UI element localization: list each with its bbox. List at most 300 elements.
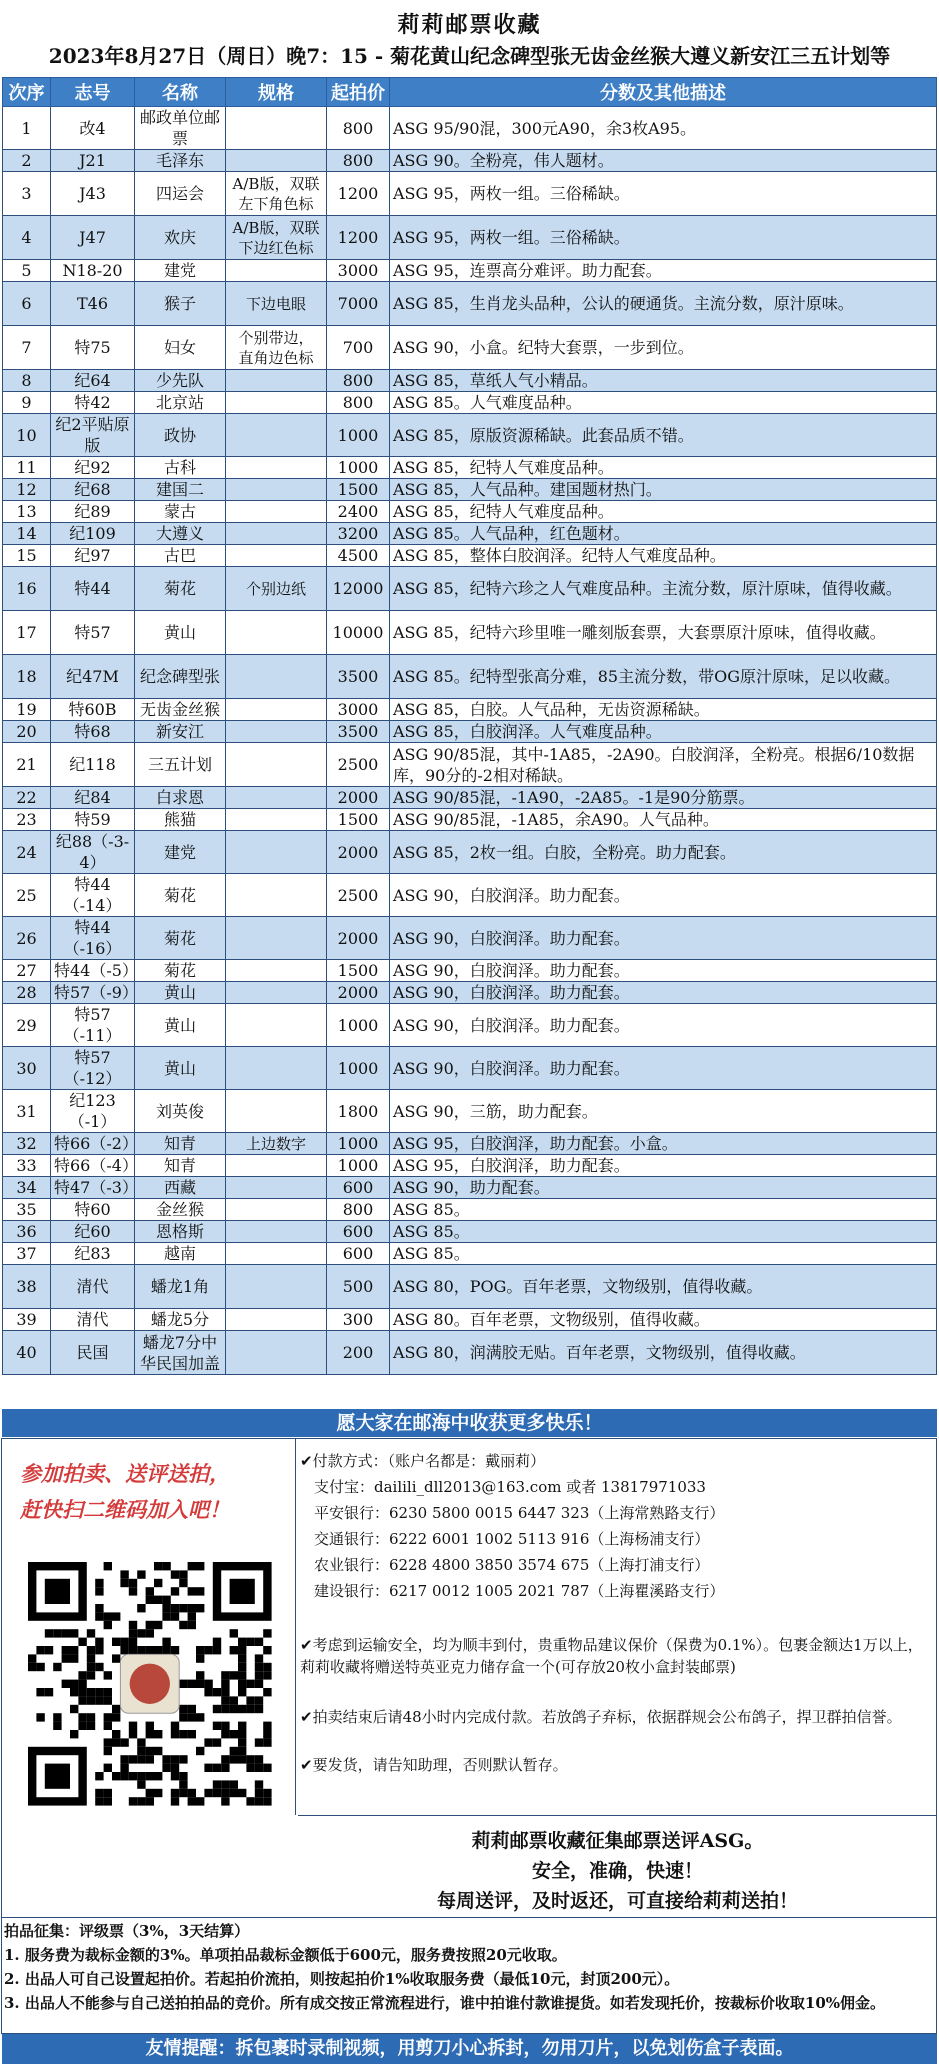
- cell-description: ASG 80。百年老票，文物级别，值得收藏。: [390, 1309, 937, 1331]
- table-row: [3, 809, 937, 831]
- page-title: 莉莉邮票收藏: [397, 12, 542, 38]
- cell-code: 特44: [51, 567, 135, 611]
- cell-description: ASG 95，两枚一组。三俗稀缺。: [390, 172, 937, 216]
- cell-price: 300: [327, 1309, 390, 1331]
- payment-jianshe: 建设银行：6217 0012 1005 2021 787（上海瞿溪路支行）: [314, 1582, 725, 1600]
- cell-spec: [226, 457, 327, 479]
- cell-description: ASG 90，白胶润泽。助力配套。: [390, 960, 937, 982]
- cell-name: 知青: [135, 1133, 226, 1155]
- cell-name: 熊猫: [135, 809, 226, 831]
- cell-price: 2000: [327, 787, 390, 809]
- cell-index: 30: [3, 1047, 51, 1090]
- cell-description: ASG 85。人气难度品种。: [390, 392, 937, 414]
- rule-2: 2. 出品人可自己设置起拍价。若起拍价流拍，则按起拍价1%收取服务费（最低10元，封顶200元）。: [4, 1970, 680, 1988]
- table-row: [3, 1047, 937, 1090]
- cell-index: 27: [3, 960, 51, 982]
- cell-name: 猴子: [135, 282, 226, 326]
- cell-code: 纪88（-3-4）: [51, 831, 135, 874]
- cell-spec: [226, 545, 327, 567]
- cell-description: ASG 95，连票高分难评。助力配套。: [390, 260, 937, 282]
- cell-code: 纪118: [51, 743, 135, 787]
- cell-spec: [226, 917, 327, 960]
- cell-index: 7: [3, 326, 51, 370]
- cell-price: 3500: [327, 655, 390, 699]
- page-subtitle: 2023年8月27日（周日）晚7：15 - 菊花黄山纪念碑型张无齿金丝猴大遵义新安江三五计划等: [48, 44, 891, 68]
- cell-spec: [226, 960, 327, 982]
- cell-description: ASG 90，白胶润泽。助力配套。: [390, 874, 937, 917]
- table-row: [3, 216, 937, 260]
- cell-name: 恩格斯: [135, 1221, 226, 1243]
- cell-description: ASG 90/85混，其中-1A85，-2A90。白胶润泽，全粉亮。根据6/10数据库，90分的-2相对稀缺。: [390, 743, 937, 787]
- cell-name: 白求恩: [135, 787, 226, 809]
- cell-name: 妇女: [135, 326, 226, 370]
- cell-name: 纪念碑型张: [135, 655, 226, 699]
- cell-spec: [226, 1221, 327, 1243]
- cell-name: 无齿金丝猴: [135, 699, 226, 721]
- cell-index: 1: [3, 107, 51, 150]
- cell-name: 四运会: [135, 172, 226, 216]
- cell-price: 1500: [327, 809, 390, 831]
- cell-spec: [226, 611, 327, 655]
- cell-index: 11: [3, 457, 51, 479]
- cell-index: 5: [3, 260, 51, 282]
- table-row: [3, 545, 937, 567]
- cell-index: 33: [3, 1155, 51, 1177]
- cell-spec: A/B版，双联 左下角色标: [226, 172, 327, 216]
- table-row: [3, 960, 937, 982]
- cell-description: ASG 90，白胶润泽。助力配套。: [390, 917, 937, 960]
- cell-price: 1800: [327, 1090, 390, 1133]
- table-row: [3, 1004, 937, 1047]
- cell-spec: 上边数字: [226, 1133, 327, 1155]
- cell-price: 3000: [327, 260, 390, 282]
- cell-spec: [226, 655, 327, 699]
- column-header-description: 分数及其他描述: [390, 78, 937, 107]
- cell-name: 菊花: [135, 567, 226, 611]
- cell-code: 纪64: [51, 370, 135, 392]
- footer-reminder: 友情提醒：拆包裹时录制视频，用剪刀小心拆封，勿用刀片，以免划伤盒子表面。: [2, 2034, 937, 2064]
- rule-1: 1. 服务费为裁标金额的3%。单项拍品裁标金额低于600元，服务费按照20元收取。: [4, 1946, 567, 1964]
- cell-code: 特57（-9）: [51, 982, 135, 1004]
- cell-price: 1500: [327, 479, 390, 501]
- table-row: [3, 567, 937, 611]
- cell-price: 1200: [327, 172, 390, 216]
- cell-code: 特57: [51, 611, 135, 655]
- cell-price: 700: [327, 326, 390, 370]
- cell-name: 黄山: [135, 1047, 226, 1090]
- cell-price: 2000: [327, 982, 390, 1004]
- table-row: [3, 282, 937, 326]
- cell-code: 清代: [51, 1309, 135, 1331]
- cell-spec: [226, 1177, 327, 1199]
- cell-code: 特57（-12）: [51, 1047, 135, 1090]
- cell-name: 菊花: [135, 917, 226, 960]
- cell-description: ASG 95，两枚一组。三俗稀缺。: [390, 216, 937, 260]
- cell-price: 800: [327, 1199, 390, 1221]
- title-block: [0, 0, 939, 76]
- wish-banner: 愿大家在邮海中收获更多快乐！: [2, 1409, 937, 1437]
- rules-panel: [2, 1917, 937, 2034]
- table-row: [3, 831, 937, 874]
- cell-spec: [226, 1199, 327, 1221]
- cell-index: 20: [3, 721, 51, 743]
- cell-price: 10000: [327, 611, 390, 655]
- table-row: [3, 1265, 937, 1309]
- cell-description: ASG 85。: [390, 1243, 937, 1265]
- cell-price: 12000: [327, 567, 390, 611]
- cell-spec: [226, 1155, 327, 1177]
- cell-description: ASG 90，白胶润泽。助力配套。: [390, 982, 937, 1004]
- cell-index: 9: [3, 392, 51, 414]
- cell-code: 纪89: [51, 501, 135, 523]
- cell-code: 改4: [51, 107, 135, 150]
- cell-description: ASG 85，白胶润泽。人气难度品种。: [390, 721, 937, 743]
- cell-price: 800: [327, 150, 390, 172]
- cell-name: 西藏: [135, 1177, 226, 1199]
- cell-name: 政协: [135, 414, 226, 457]
- cell-name: 建国二: [135, 479, 226, 501]
- cell-code: 特44（-5）: [51, 960, 135, 982]
- cell-code: 纪60: [51, 1221, 135, 1243]
- cell-description: ASG 95/90混，300元A90，余3枚A95。: [390, 107, 937, 150]
- cell-price: 500: [327, 1265, 390, 1309]
- cell-code: 纪84: [51, 787, 135, 809]
- cell-price: 600: [327, 1221, 390, 1243]
- cell-description: ASG 80，润满胶无贴。百年老票，文物级别，值得收藏。: [390, 1331, 937, 1375]
- cell-name: 菊花: [135, 874, 226, 917]
- cell-name: 越南: [135, 1243, 226, 1265]
- cell-index: 19: [3, 699, 51, 721]
- cell-index: 36: [3, 1221, 51, 1243]
- cell-code: 清代: [51, 1265, 135, 1309]
- cell-description: ASG 90，三筋，助力配套。: [390, 1090, 937, 1133]
- cell-code: J47: [51, 216, 135, 260]
- cell-index: 34: [3, 1177, 51, 1199]
- cell-price: 600: [327, 1177, 390, 1199]
- lots-table: [2, 77, 937, 1375]
- payment-nongye: 农业银行：6228 4800 3850 3574 675（上海打浦支行）: [314, 1556, 710, 1574]
- cell-index: 28: [3, 982, 51, 1004]
- cell-name: 蟠龙1角: [135, 1265, 226, 1309]
- cell-description: ASG 90。全粉亮，伟人题材。: [390, 150, 937, 172]
- cell-code: 民国: [51, 1331, 135, 1375]
- cell-code: J43: [51, 172, 135, 216]
- payment-alipay: 支付宝：dailili_dll2013@163.com 或者 13817971033: [314, 1478, 706, 1496]
- cell-description: ASG 90，白胶润泽。助力配套。: [390, 1047, 937, 1090]
- cell-description: ASG 90，小盒。纪特大套票，一步到位。: [390, 326, 937, 370]
- cell-index: 25: [3, 874, 51, 917]
- cell-name: 三五计划: [135, 743, 226, 787]
- cell-index: 10: [3, 414, 51, 457]
- cell-name: 建党: [135, 831, 226, 874]
- payment-panel: [298, 1438, 937, 1808]
- table-row: [3, 370, 937, 392]
- cell-name: 蒙古: [135, 501, 226, 523]
- cell-price: 2000: [327, 917, 390, 960]
- cell-index: 40: [3, 1331, 51, 1375]
- cell-spec: [226, 414, 327, 457]
- cell-spec: [226, 479, 327, 501]
- cell-description: ASG 90/85混，-1A85，余A90。人气品种。: [390, 809, 937, 831]
- cell-description: ASG 85。人气品种，红色题材。: [390, 523, 937, 545]
- cell-description: ASG 85。: [390, 1199, 937, 1221]
- cell-code: 特47（-3）: [51, 1177, 135, 1199]
- table-row: [3, 1090, 937, 1133]
- promo-line-1: 参加拍卖、送评送拍，: [20, 1461, 230, 1486]
- cell-index: 39: [3, 1309, 51, 1331]
- cell-index: 37: [3, 1243, 51, 1265]
- cell-name: 知青: [135, 1155, 226, 1177]
- cell-code: 纪47M: [51, 655, 135, 699]
- cell-spec: [226, 150, 327, 172]
- cell-description: ASG 85。纪特型张高分难，85主流分数，带OG原汁原味，足以收藏。: [390, 655, 937, 699]
- cell-price: 1200: [327, 216, 390, 260]
- cell-index: 15: [3, 545, 51, 567]
- cell-description: ASG 90，助力配套。: [390, 1177, 937, 1199]
- cell-code: 特60B: [51, 699, 135, 721]
- table-row: [3, 721, 937, 743]
- cell-description: ASG 95，白胶润泽，助力配套。小盒。: [390, 1133, 937, 1155]
- cell-code: 纪97: [51, 545, 135, 567]
- table-row: [3, 743, 937, 787]
- cell-price: 3500: [327, 721, 390, 743]
- cell-spec: 下边电眼: [226, 282, 327, 326]
- table-row: [3, 523, 937, 545]
- cell-price: 1000: [327, 414, 390, 457]
- cell-price: 3000: [327, 699, 390, 721]
- cell-code: 特75: [51, 326, 135, 370]
- table-header-row: [3, 78, 937, 107]
- table-row: [3, 1199, 937, 1221]
- cell-price: 7000: [327, 282, 390, 326]
- cell-name: 刘英俊: [135, 1090, 226, 1133]
- agent-note: ✔要发货，请告知助理，否则默认暂存。: [300, 1756, 568, 1774]
- table-row: [3, 787, 937, 809]
- cell-description: ASG 85，2枚一组。白胶，全粉亮。助力配套。: [390, 831, 937, 874]
- cell-index: 18: [3, 655, 51, 699]
- cell-code: 特59: [51, 809, 135, 831]
- cell-code: 纪68: [51, 479, 135, 501]
- cell-index: 32: [3, 1133, 51, 1155]
- cell-code: 特68: [51, 721, 135, 743]
- cell-description: ASG 90/85混，-1A90，-2A85。-1是90分筋票。: [390, 787, 937, 809]
- cell-description: ASG 85，整体白胶润泽。纪特人气难度品种。: [390, 545, 937, 567]
- shipping-note: ✔考虑到运输安全，均为顺丰到付，贵重物品建议保价（保费为0.1%）。包裹金额达1万以上，莉莉收藏将赠送特英亚克力储存盒一个(可存放20枚小盒封装邮票): [300, 1636, 923, 1676]
- cell-code: 纪123（-1）: [51, 1090, 135, 1133]
- table-row: [3, 1177, 937, 1199]
- cell-price: 2500: [327, 874, 390, 917]
- cell-name: 建党: [135, 260, 226, 282]
- cell-description: ASG 95，白胶润泽，助力配套。: [390, 1155, 937, 1177]
- cell-code: T46: [51, 282, 135, 326]
- cell-price: 1000: [327, 1047, 390, 1090]
- payment-header: ✔付款方式：（账户名都是：戴丽莉）: [300, 1452, 546, 1470]
- cell-name: 欢庆: [135, 216, 226, 260]
- column-header-name: 名称: [135, 78, 226, 107]
- cell-code: 特44（-16）: [51, 917, 135, 960]
- slogan-line-3: 每周送评，及时返还，可直接给莉莉送拍！: [436, 1890, 798, 1912]
- table-row: [3, 414, 937, 457]
- cell-price: 2000: [327, 831, 390, 874]
- cell-name: 少先队: [135, 370, 226, 392]
- table-row: [3, 392, 937, 414]
- cell-price: 2500: [327, 743, 390, 787]
- cell-code: J21: [51, 150, 135, 172]
- table-row: [3, 1309, 937, 1331]
- table-row: [3, 457, 937, 479]
- cell-price: 1000: [327, 1133, 390, 1155]
- cell-index: 24: [3, 831, 51, 874]
- cell-spec: [226, 260, 327, 282]
- table-row: [3, 479, 937, 501]
- cell-name: 黄山: [135, 982, 226, 1004]
- qr-code-icon[interactable]: [12, 1558, 287, 1808]
- cell-price: 3200: [327, 523, 390, 545]
- cell-spec: [226, 107, 327, 150]
- cell-index: 6: [3, 282, 51, 326]
- cell-index: 26: [3, 917, 51, 960]
- cell-name: 古科: [135, 457, 226, 479]
- cell-price: 800: [327, 392, 390, 414]
- rule-heading: 拍品征集：评级票（3%，3天结算）: [4, 1922, 250, 1940]
- cell-spec: [226, 1090, 327, 1133]
- cell-description: ASG 85，草纸人气小精品。: [390, 370, 937, 392]
- cell-spec: [226, 743, 327, 787]
- cell-name: 毛泽东: [135, 150, 226, 172]
- payment-deadline-note: ✔拍卖结束后请48小时内完成付款。若放鸽子弃标，依据群规会公布鸽子，捍卫群拍信誉。: [300, 1708, 902, 1726]
- table-row: [3, 917, 937, 960]
- cell-index: 16: [3, 567, 51, 611]
- cell-code: 特66（-4）: [51, 1155, 135, 1177]
- slogan-panel: [298, 1815, 937, 1916]
- cell-code: 纪2平贴原版: [51, 414, 135, 457]
- cell-spec: 个别带边， 直角边色标: [226, 326, 327, 370]
- cell-description: ASG 85，纪特人气难度品种。: [390, 501, 937, 523]
- cell-index: 22: [3, 787, 51, 809]
- cell-spec: [226, 1243, 327, 1265]
- cell-name: 金丝猴: [135, 1199, 226, 1221]
- cell-spec: [226, 874, 327, 917]
- slogan-line-1: 莉莉邮票收藏征集邮票送评ASG。: [471, 1830, 764, 1852]
- cell-spec: [226, 523, 327, 545]
- cell-description: ASG 85，纪特六珍里唯一雕刻版套票，大套票原汁原味，值得收藏。: [390, 611, 937, 655]
- cell-code: 纪109: [51, 523, 135, 545]
- cell-description: ASG 90，白胶润泽。助力配套。: [390, 1004, 937, 1047]
- cell-description: ASG 80，POG。百年老票，文物级别，值得收藏。: [390, 1265, 937, 1309]
- table-row: [3, 501, 937, 523]
- cell-spec: [226, 1265, 327, 1309]
- cell-spec: [226, 809, 327, 831]
- lots-body: [3, 107, 937, 1375]
- cell-name: 北京站: [135, 392, 226, 414]
- cell-code: 纪92: [51, 457, 135, 479]
- cell-index: 17: [3, 611, 51, 655]
- cell-spec: [226, 982, 327, 1004]
- cell-index: 4: [3, 216, 51, 260]
- table-row: [3, 1331, 937, 1375]
- table-row: [3, 611, 937, 655]
- cell-code: 特44（-14）: [51, 874, 135, 917]
- cell-price: 800: [327, 107, 390, 150]
- cell-name: 古巴: [135, 545, 226, 567]
- cell-spec: [226, 1331, 327, 1375]
- rule-3: 3. 出品人不能参与自己送拍拍品的竞价。所有成交按正常流程进行，谁中拍谁付款谁提货。如若发现托价，按裁标价收取10%佣金。: [4, 1994, 886, 2012]
- table-row: [3, 1133, 937, 1155]
- cell-description: ASG 85。: [390, 1221, 937, 1243]
- table-row: [3, 699, 937, 721]
- cell-name: 黄山: [135, 611, 226, 655]
- cell-index: 21: [3, 743, 51, 787]
- cell-index: 29: [3, 1004, 51, 1047]
- cell-index: 23: [3, 809, 51, 831]
- promo-line-2: 赶快扫二维码加入吧！: [20, 1497, 230, 1522]
- cell-price: 1000: [327, 1004, 390, 1047]
- cell-spec: [226, 699, 327, 721]
- cell-index: 2: [3, 150, 51, 172]
- cell-spec: A/B版，双联 下边红色标: [226, 216, 327, 260]
- cell-name: 大遵义: [135, 523, 226, 545]
- column-header-price: 起拍价: [327, 78, 390, 107]
- cell-spec: [226, 370, 327, 392]
- cell-spec: [226, 1004, 327, 1047]
- cell-spec: 个别边纸: [226, 567, 327, 611]
- cell-spec: [226, 1309, 327, 1331]
- table-row: [3, 172, 937, 216]
- cell-description: ASG 85，生肖龙头品种，公认的硬通货。主流分数，原汁原味。: [390, 282, 937, 326]
- cell-index: 31: [3, 1090, 51, 1133]
- table-row: [3, 1243, 937, 1265]
- cell-name: 蟠龙7分中华民国加盖: [135, 1331, 226, 1375]
- payment-jiaotong: 交通银行：6222 6001 1002 5113 916（上海杨浦支行）: [314, 1530, 710, 1548]
- cell-index: 14: [3, 523, 51, 545]
- cell-spec: [226, 831, 327, 874]
- cell-code: N18-20: [51, 260, 135, 282]
- slogan-line-2: 安全，准确，快速！: [531, 1860, 703, 1882]
- cell-description: ASG 85，原版资源稀缺。此套品质不错。: [390, 414, 937, 457]
- cell-price: 1500: [327, 960, 390, 982]
- table-row: [3, 107, 937, 150]
- cell-spec: [226, 392, 327, 414]
- cell-name: 菊花: [135, 960, 226, 982]
- cell-price: 800: [327, 370, 390, 392]
- table-row: [3, 655, 937, 699]
- column-header-index: 次序: [3, 78, 51, 107]
- table-row: [3, 1221, 937, 1243]
- cell-spec: [226, 787, 327, 809]
- cell-price: 600: [327, 1243, 390, 1265]
- table-row: [3, 260, 937, 282]
- cell-spec: [226, 721, 327, 743]
- cell-code: 特57（-11）: [51, 1004, 135, 1047]
- cell-spec: [226, 1047, 327, 1090]
- cell-index: 3: [3, 172, 51, 216]
- cell-description: ASG 85，纪特人气难度品种。: [390, 457, 937, 479]
- cell-code: 特60: [51, 1199, 135, 1221]
- cell-code: 特42: [51, 392, 135, 414]
- cell-index: 35: [3, 1199, 51, 1221]
- table-row: [3, 326, 937, 370]
- cell-index: 13: [3, 501, 51, 523]
- cell-price: 1000: [327, 457, 390, 479]
- column-header-spec: 规格: [226, 78, 327, 107]
- cell-description: ASG 85，纪特六珍之人气难度品种。主流分数，原汁原味，值得收藏。: [390, 567, 937, 611]
- cell-code: 纪83: [51, 1243, 135, 1265]
- payment-pingan: 平安银行：6230 5800 0015 6447 323（上海常熟路支行）: [314, 1504, 725, 1522]
- cell-price: 200: [327, 1331, 390, 1375]
- cell-price: 2400: [327, 501, 390, 523]
- cell-price: 1000: [327, 1155, 390, 1177]
- cell-name: 新安江: [135, 721, 226, 743]
